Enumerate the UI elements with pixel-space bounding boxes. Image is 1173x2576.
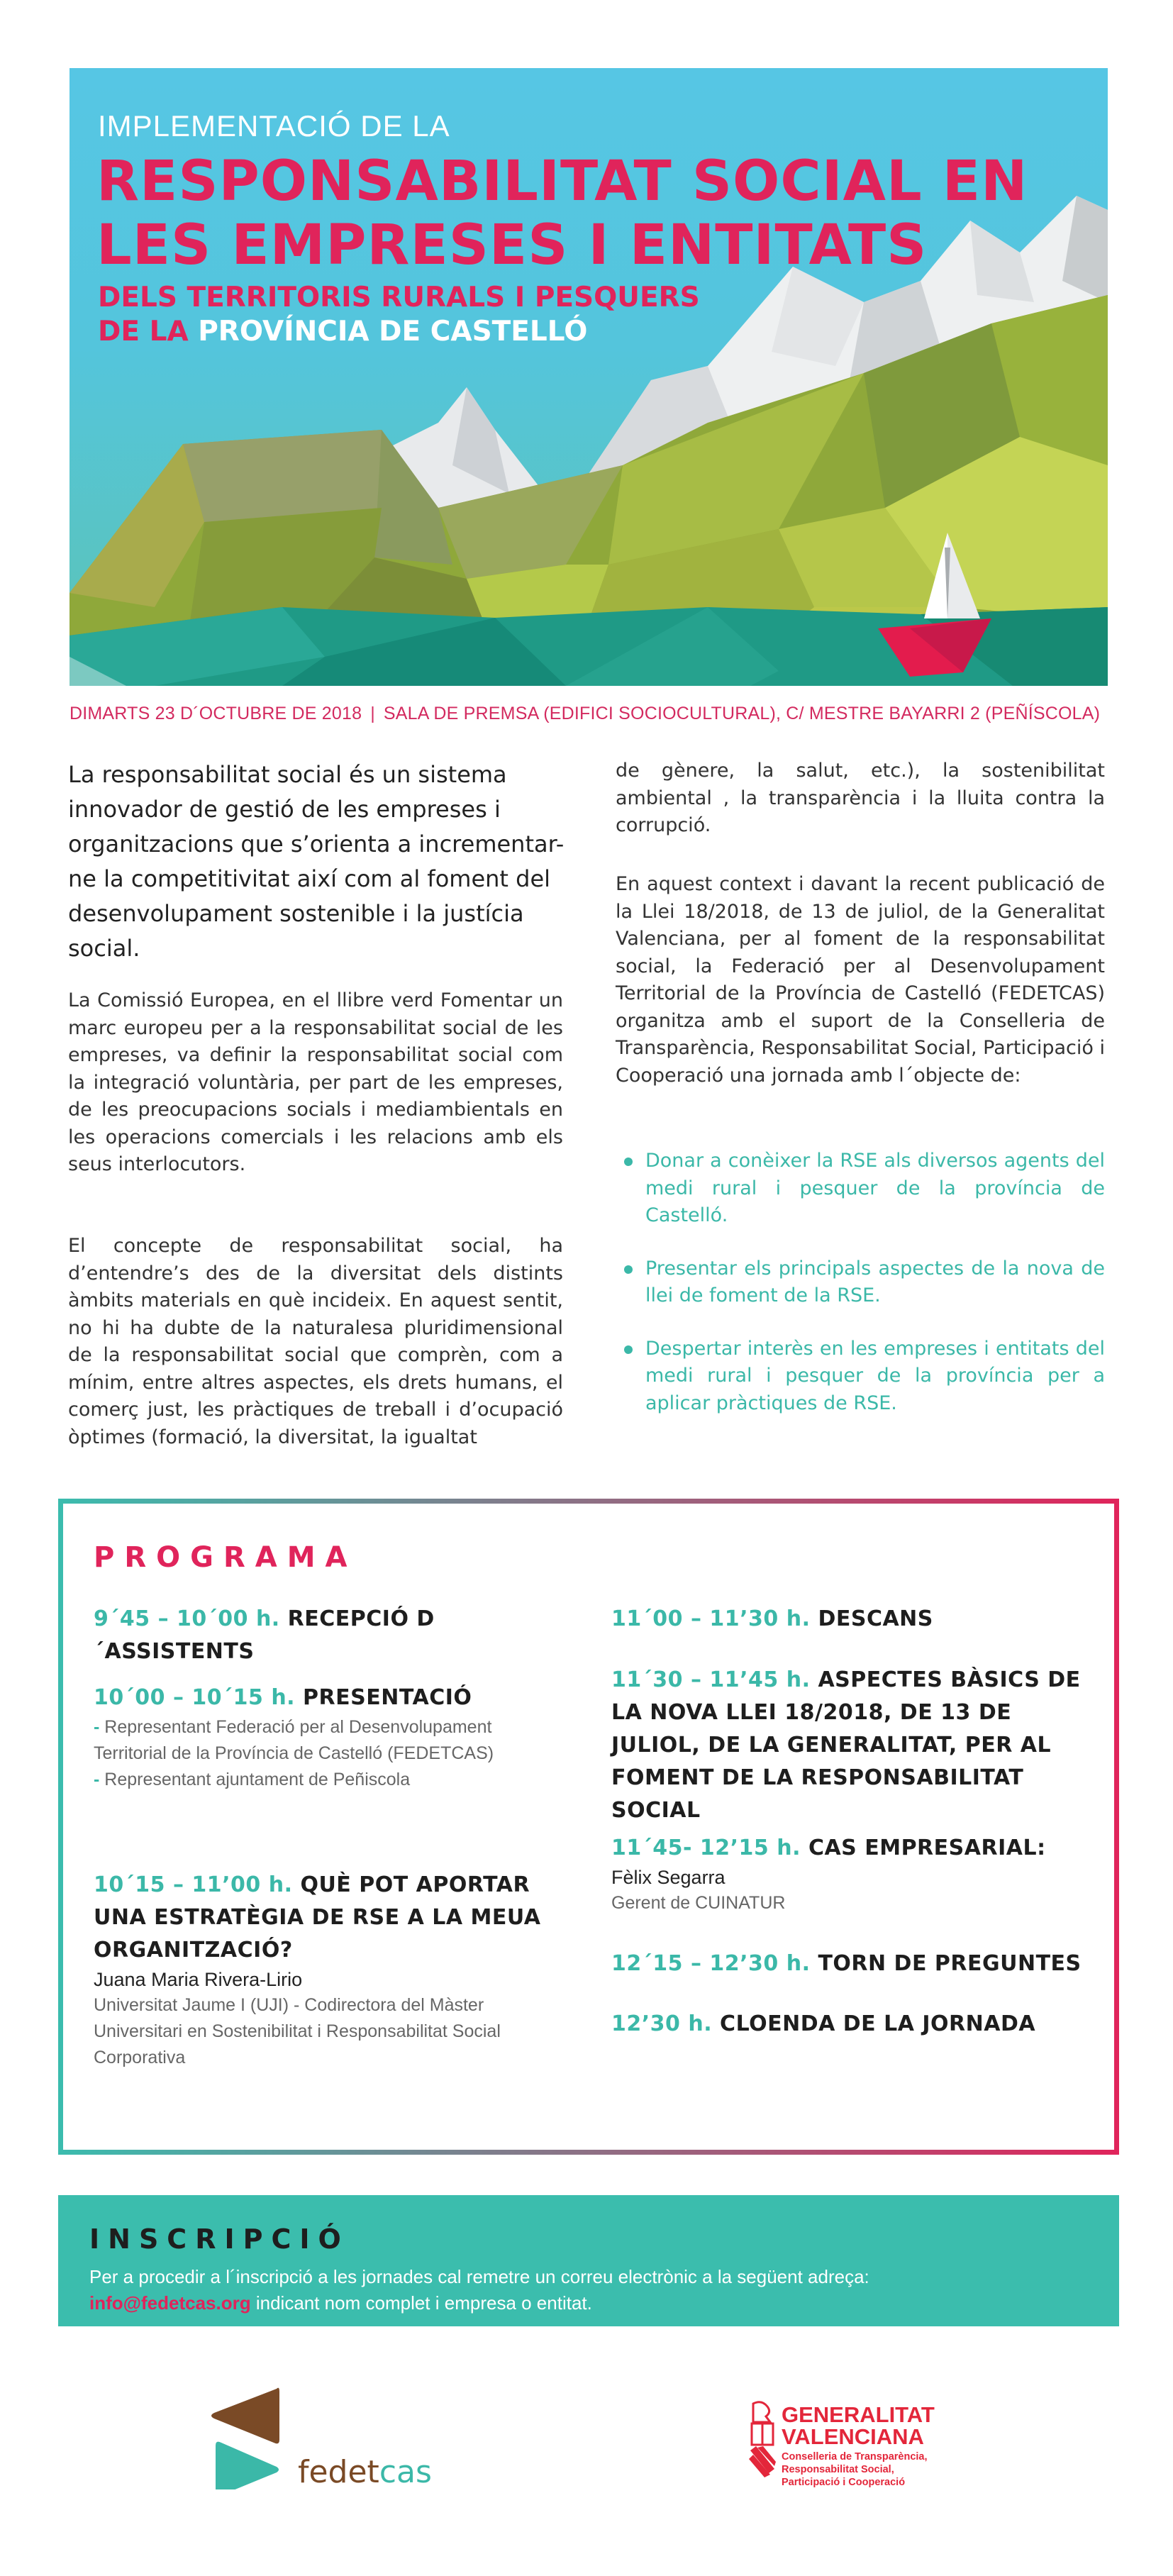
gva-conselleria: Conselleria de Transparència, Responsabilitat Social, Participació i Cooperació: [782, 2451, 928, 2488]
program-item: [611, 1948, 1094, 1980]
hero-banner: [70, 68, 1108, 686]
program-time: 12’30 h.: [611, 2011, 713, 2036]
programa-box: [58, 1499, 1119, 2155]
intro-lead: La responsabilitat social és un sistema innovador de gestió de les empreses i organitzacions que s’orienta a incrementar-ne la competitivitat així com al foment del desenvolupament sostenible i la justícia social.: [68, 761, 565, 962]
program-time: 11´00 – 11’30 h.: [611, 1606, 811, 1631]
bullet-icon: [624, 1265, 633, 1274]
program-speaker: Fèlix Segarra: [611, 1867, 726, 1888]
goal-item: [616, 1148, 1105, 1230]
program-title: QUÈ POT APORTAR UNA ESTRATÈGIA DE RSE A LA MEUA ORGANITZACIÓ?: [94, 1872, 541, 1962]
program-detail: - Representant Federació per al Desenvolupament Territorial de la Província de Castelló (FEDETCAS): [94, 1717, 494, 1763]
program-item: [611, 2008, 1094, 2041]
goal-text: Donar a conèixer la RSE als diversos agents del medi rural i pesquer de la província de Castelló.: [645, 1150, 1105, 1226]
program-speaker: Juana Maria Rivera-Lirio: [94, 1969, 303, 1990]
border: [58, 2150, 1119, 2155]
program-time: 11´45- 12’15 h.: [611, 1836, 801, 1860]
event-date: DIMARTS 23 D´OCTUBRE DE 2018: [70, 704, 362, 723]
fedetcas-wordmark: fedetcas: [298, 2454, 432, 2490]
goal-text: Despertar interès en les empreses i entitats del medi rural i pesquer de la província per a aplicar pràctiques de RSE.: [645, 1337, 1105, 1414]
separator: |: [370, 704, 375, 723]
program-speaker-role: Gerent de CUINATUR: [611, 1893, 786, 1913]
hero-subtitle-line: DELS TERRITORIS RURALS I PESQUERS: [98, 282, 700, 313]
event-venue: SALA DE PREMSA (EDIFICI SOCIOCULTURAL), C/ MESTRE BAYARRI 2 (PEÑÍSCOLA): [383, 704, 1101, 723]
email-link[interactable]: info@fedetcas.org: [89, 2292, 251, 2314]
fedetcas-triangles-icon: [206, 2383, 284, 2489]
goal-item: [616, 1336, 1105, 1418]
program-title: PRESENTACIÓ: [303, 1685, 472, 1710]
hero-subtitle-white: PROVÍNCIA DE CASTELLÓ: [198, 316, 588, 348]
intro-paragraph: El concepte de responsabilitat social, ha d’entendre’s des de la diversitat dels distints àmbits materials en què incideix. En aquest sentit, no hi ha dubte de la naturalesa pluridimensional de la responsabilitat social que comprèn, com a mínim, entre altres aspectes, els drets humans, el comerç just, les pràctiques de treball i d’ocupació òptimes (formació, la diversitat, la igualtat: [68, 1235, 563, 1448]
hill: [183, 430, 382, 522]
inscripcio-text-after: indicant nom complet i empresa o entitat.: [255, 2292, 592, 2314]
hero-title-line: RESPONSABILITAT SOCIAL EN: [96, 150, 1028, 213]
goal-text: Presentar els principals aspectes de la nova de llei de foment de la RSE.: [645, 1257, 1105, 1306]
program-item: [611, 1832, 1094, 1916]
program-item: [94, 1869, 562, 2071]
program-detail: - Representant ajuntament de Peñiscola: [94, 1770, 411, 1789]
intro-paragraph: La Comissió Europea, en el llibre verd Fomentar un marc europeu per a la responsabilitat social de les empreses, va definir la responsabilitat social com la integració voluntària, per part de les empreses, de les preocupacions socials i mediambientals en les operacions comercials i les relacions amb els seus interlocutors.: [68, 989, 563, 1175]
inscripcio-text-before: Per a procedir a l´inscripció a les jornades cal remetre un correu electrònic a la següent adreça:: [89, 2266, 869, 2287]
hero-kicker: IMPLEMENTACIÓ DE LA: [98, 109, 450, 143]
intro-paragraph: En aquest context i davant la recent publicació de la Llei 18/2018, de 13 de juliol, de la Generalitat Valenciana, per al foment de la responsabilitat social, la Federació per al Desenvolupament Territorial de la Província de Castelló (FEDETCAS) organitza amb el suport de la Conselleria de Transparència, Responsabilitat Social, Participació i Cooperació una jornada amb l´objecte de:: [616, 873, 1105, 1087]
goals-list: [616, 1148, 1105, 1443]
hero-title: [96, 150, 1028, 277]
program-title: RECEPCIÓ D´ASSISTENTS: [94, 1606, 435, 1664]
program-title: CLOENDA DE LA JORNADA: [720, 2011, 1036, 2036]
bullet-icon: [624, 1345, 633, 1354]
inscripcio-box: [58, 2195, 1119, 2326]
hero-subtitle-line: [98, 315, 700, 349]
program-title: TORN DE PREGUNTES: [818, 1951, 1082, 1976]
hero-title-line: LES EMPRESES I ENTITATS: [96, 213, 928, 277]
border: [1114, 1499, 1119, 2155]
inscripcio-text: [89, 2264, 1096, 2316]
program-item: [94, 1603, 462, 1668]
program-item: [611, 1603, 1094, 1636]
program-title: CAS EMPRESARIAL:: [808, 1836, 1046, 1860]
program-time: 9´45 – 10´00 h.: [94, 1606, 280, 1631]
border: [58, 1499, 1119, 1504]
border: [58, 1499, 63, 2155]
intro-paragraph: de gènere, la salut, etc.), la sostenibilitat ambiental , la transparència i la lluita contra la corrupció.: [616, 760, 1105, 836]
program-time: 11´30 – 11’45 h.: [611, 1667, 811, 1692]
program-speaker-role: Universitat Jaume I (UJI) - Codirectora del Màster Universitari en Sostenibilitat i Responsabilitat Social Corporativa: [94, 1995, 501, 2067]
goal-item: [616, 1255, 1105, 1310]
program-title: DESCANS: [818, 1606, 933, 1631]
event-dateline: [70, 704, 1108, 724]
generalitat-valenciana-logo: [745, 2401, 972, 2493]
hero-subtitle: [98, 281, 700, 349]
inscripcio-title: INSCRIPCIÓ: [89, 2224, 350, 2255]
programa-title: PROGRAMA: [94, 1541, 357, 1574]
program-title: ASPECTES BÀSICS DE LA NOVA LLEI 18/2018, DE 13 DE JULIOL, DE LA GENERALITAT, PER AL FOMENT DE LA RESPONSABILITAT SOCIAL: [611, 1667, 1081, 1823]
program-item: [611, 1664, 1086, 1827]
fedetcas-logo: [206, 2383, 461, 2489]
program-time: 10´00 – 10´15 h.: [94, 1685, 296, 1710]
program-time: 12´15 – 12’30 h.: [611, 1951, 811, 1976]
program-time: 10´15 – 11’00 h.: [94, 1872, 293, 1897]
gva-coat-of-arms-icon: [746, 2401, 777, 2479]
program-item: [94, 1682, 547, 1793]
gva-name: GENERALITAT VALENCIANA: [782, 2402, 935, 2449]
hero-subtitle-pink: DE LA: [98, 316, 189, 348]
bullet-icon: [624, 1157, 633, 1166]
